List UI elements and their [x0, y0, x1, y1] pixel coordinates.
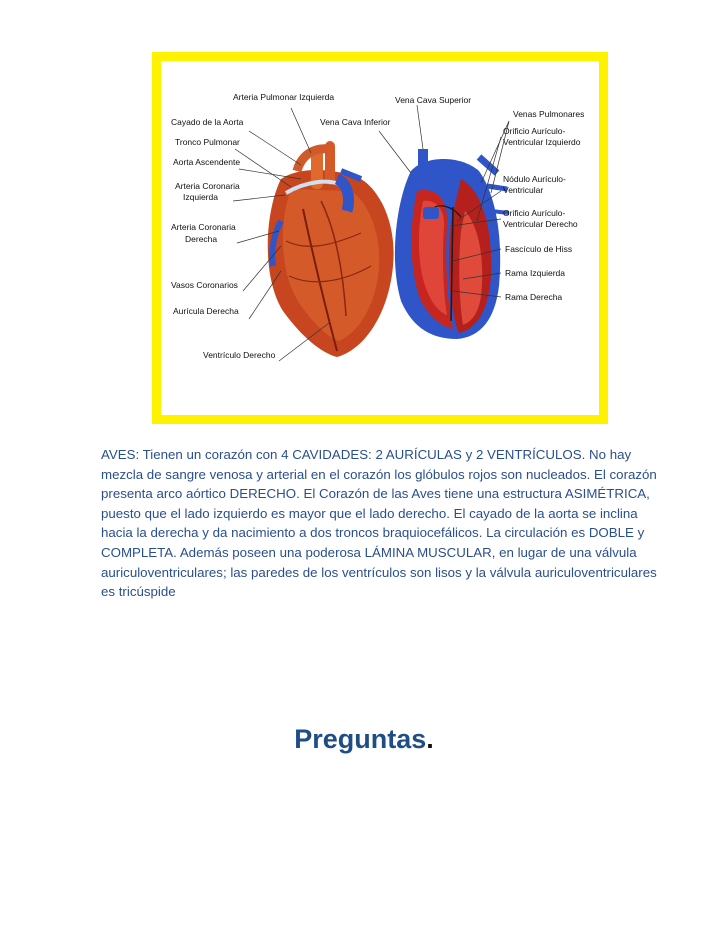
label-arteria-coronaria-izquierda-2: Izquierda — [183, 192, 218, 202]
label-arteria-coronaria-izquierda-1: Arteria Coronaria — [175, 181, 240, 191]
label-venas-pulmonares: Venas Pulmonares — [513, 109, 585, 119]
heading-punct: . — [426, 724, 434, 754]
label-nodulo-av-1: Nódulo Aurículo- — [503, 174, 566, 184]
label-nodulo-av-2: Ventricular — [503, 185, 544, 195]
label-rama-izquierda: Rama Izquierda — [505, 268, 566, 278]
label-aorta-ascendente: Aorta Ascendente — [173, 157, 241, 167]
label-arteria-coronaria-derecha-1: Arteria Coronaria — [171, 222, 236, 232]
label-orificio-av-derecho-1: Orificio Aurículo- — [503, 208, 566, 218]
label-orificio-av-izquierdo-1: Orificio Aurículo- — [503, 126, 566, 136]
label-auricula-derecha: Aurícula Derecha — [173, 306, 239, 316]
label-tronco-pulmonar: Tronco Pulmonar — [175, 137, 240, 147]
label-vasos-coronarios: Vasos Coronarios — [171, 280, 238, 290]
label-vena-cava-inferior: Vena Cava Inferior — [320, 117, 391, 127]
sectioned-heart-drawing — [395, 149, 509, 339]
heading-text: Preguntas — [294, 724, 427, 754]
label-arteria-pulmonar-izquierda: Arteria Pulmonar Izquierda — [233, 92, 335, 102]
label-fasciculo-hiss: Fascículo de Hiss — [505, 244, 573, 254]
heart-figure-frame — [152, 52, 608, 424]
heart-figure — [161, 61, 599, 415]
section-heading — [0, 724, 728, 755]
label-ventriculo-derecho: Ventrículo Derecho — [203, 350, 276, 360]
label-arteria-coronaria-derecha-2: Derecha — [185, 234, 218, 244]
label-rama-derecha: Rama Derecha — [505, 292, 563, 302]
body-paragraph: AVES: Tienen un corazón con 4 CAVIDADES: 2 AURÍCULAS y 2 VENTRÍCULOS. No hay mezcla de sangre venosa y arterial en el corazón los glóbulos rojos son nucleados. El corazón presenta arco aórtico DERECHO. El Corazón de las Aves tiene una estructura ASIMÉTRICA, puesto que el lado izquierdo es mayor que el lado derecho. El cayado de la aorta se inclina hacia la derecha y da nacimiento a dos troncos braquiocefálicos. La circulación es DOBLE y COMPLETA. Además poseen una poderosa LÁMINA MUSCULAR, en lugar de una válvula auriculoventriculares; las paredes de los ventrículos son lisos y la válvula auriculoventriculares es tricúspide — [101, 447, 657, 600]
label-vena-cava-superior: Vena Cava Superior — [395, 95, 472, 105]
label-orificio-av-izquierdo-2: Ventricular Izquierdo — [503, 137, 581, 147]
label-cayado-aorta: Cayado de la Aorta — [171, 117, 244, 127]
external-heart-drawing — [268, 141, 394, 357]
label-orificio-av-derecho-2: Ventricular Derecho — [503, 219, 578, 229]
